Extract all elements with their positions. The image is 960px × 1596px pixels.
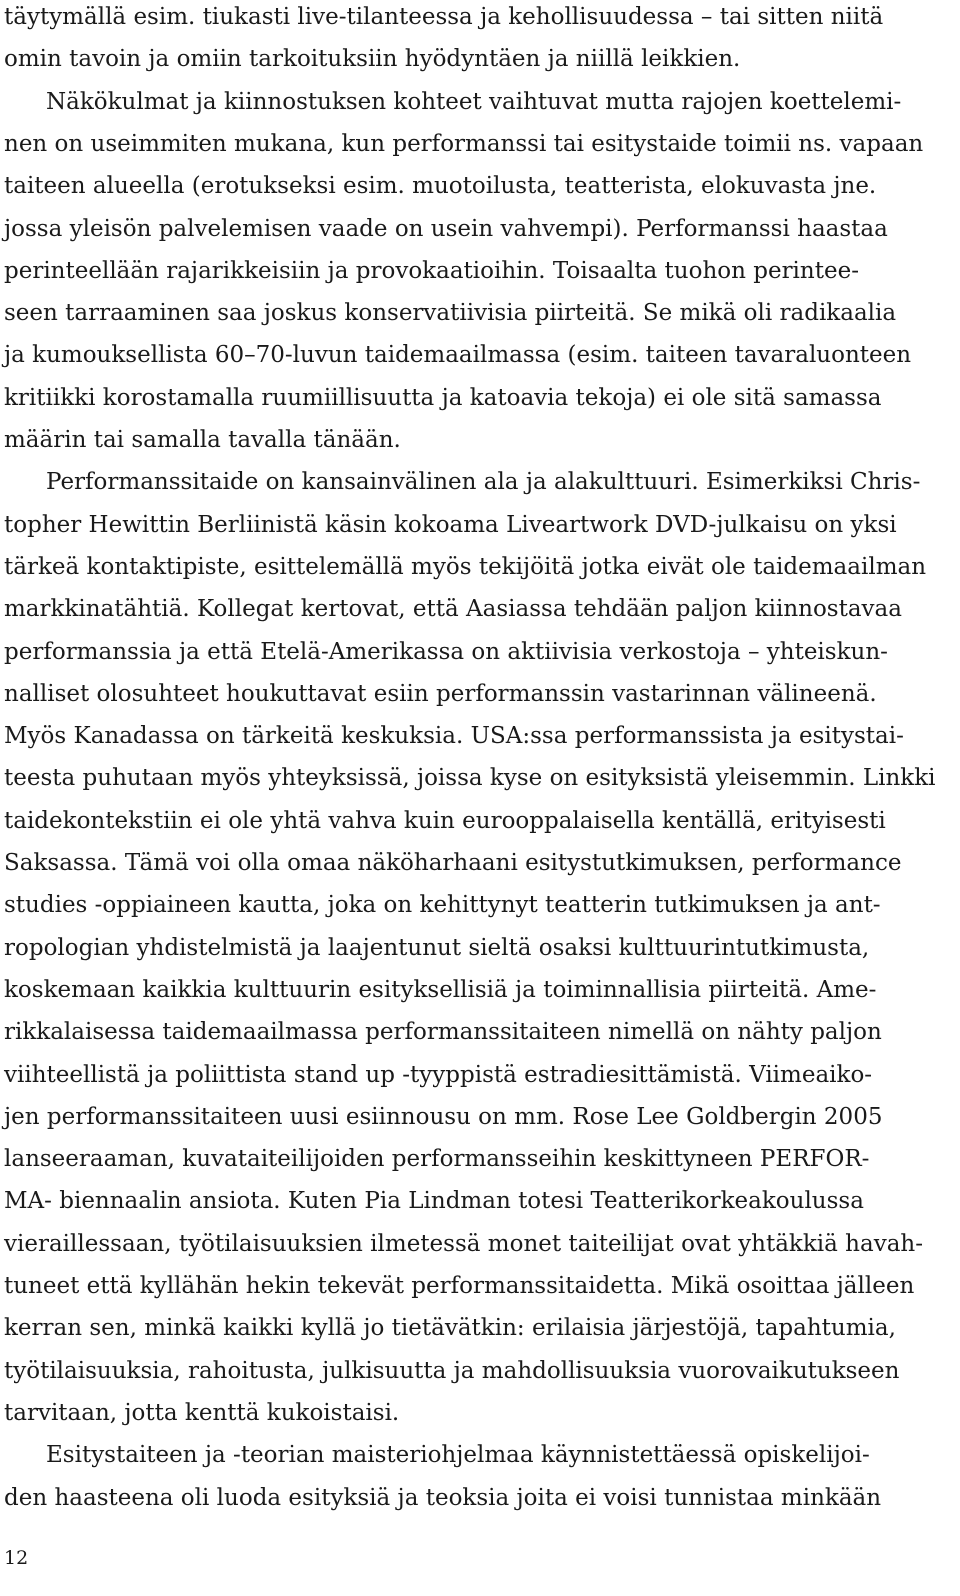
text-line: määrin tai samalla tavalla tänään. <box>4 427 401 453</box>
text-line: vieraillessaan, työtilaisuuksien ilmetessä monet taiteilijat ovat yhtäkkiä havah- <box>4 1230 924 1257</box>
text-line: Näkökulmat ja kiinnostuksen kohteet vaihtuvat mutta rajojen koettelemi- <box>46 88 902 115</box>
text-line: jen performanssitaiteen uusi esiinnousu on mm. Rose Lee Goldbergin 2005 <box>4 1103 883 1130</box>
text-line: lanseeraaman, kuvataiteilijoiden performansseihin keskittyneen PERFOR- <box>4 1146 870 1173</box>
text-line: tuneet että kyllähän hekin tekevät performanssitaidetta. Mikä osoittaa jälleen <box>4 1273 915 1299</box>
text-line: tarvitaan, jotta kenttä kukoistaisi. <box>4 1399 400 1426</box>
text-line: seen tarraaminen saa joskus konservatiivisia piirteitä. Se mikä oli radikaalia <box>4 300 897 327</box>
text-line: topher Hewittin Berliinistä käsin kokoama Liveartwork DVD-julkaisu on yksi <box>4 511 897 538</box>
text-line: perinteellään rajarikkeisiin ja provokaatioihin. Toisaalta tuohon perintee- <box>4 257 859 284</box>
text-line: ropologian yhdistelmistä ja laajentunut sieltä osaksi kulttuurintutkimusta, <box>4 934 870 961</box>
text-line: viihteellistä ja poliittista stand up -tyyppistä estradiesittämistä. Viimeaiko- <box>4 1061 873 1088</box>
text-line: Saksassa. Tämä voi olla omaa näköharhaani esitystutkimuksen, performance <box>4 850 902 876</box>
text-line: kerran sen, minkä kaikki kyllä jo tietävätkin: erilaisia järjestöjä, tapahtumia, <box>4 1315 896 1342</box>
text-line: teesta puhutaan myös yhteyksissä, joissa kyse on esityksistä yleisemmin. Linkki <box>4 765 936 792</box>
text-line: Performanssitaide on kansainvälinen ala ja alakulttuuri. Esimerkiksi Chris- <box>46 469 921 496</box>
text-line: nen on useimmiten mukana, kun performanssi tai esitystaide toimii ns. vapaan <box>4 130 924 157</box>
page-number: 12 <box>4 1547 29 1569</box>
text-line: taidekontekstiin ei ole yhtä vahva kuin eurooppalaisella kentällä, erityisesti <box>4 807 886 834</box>
text-line: Esitystaiteen ja -teorian maisteriohjelmaa käynnistettäessä opiskelijoi- <box>46 1442 870 1469</box>
text-line: ja kumouksellista 60–70-luvun taidemaailmassa (esim. taiteen tavaraluonteen <box>4 342 912 369</box>
text-line: tärkeä kontaktipiste, esittelemällä myös tekijöitä jotka eivät ole taidemaailman <box>4 553 927 580</box>
text-line: taiteen alueella (erotukseksi esim. muotoilusta, teatterista, elokuvasta jne. <box>4 173 877 200</box>
text-line: rikkalaisessa taidemaailmassa performanssitaiteen nimellä on nähty paljon <box>4 1019 882 1046</box>
text-line: koskemaan kaikkia kulttuurin esityksellisiä ja toiminnallisia piirteitä. Ame- <box>4 976 877 1003</box>
text-line: studies -oppiaineen kautta, joka on kehittynyt teatterin tutkimuksen ja ant- <box>4 892 881 919</box>
text-line: kritiikki korostamalla ruumiillisuutta ja katoavia tekoja) ei ole sitä samassa <box>4 384 882 411</box>
text-line: MA- biennaalin ansiota. Kuten Pia Lindman totesi Teatterikorkeakoulussa <box>4 1188 864 1215</box>
text-line: markkinatähtiä. Kollegat kertovat, että Aasiassa tehdään paljon kiinnostavaa <box>4 596 902 623</box>
text-line: Myös Kanadassa on tärkeitä keskuksia. USA:ssa performanssista ja esitystai- <box>4 723 904 750</box>
text-line: den haasteena oli luoda esityksiä ja teoksia joita ei voisi tunnistaa minkään <box>4 1484 882 1511</box>
text-line: nalliset olosuhteet houkuttavat esiin performanssin vastarinnan välineenä. <box>4 680 877 707</box>
text-line: omin tavoin ja omiin tarkoituksiin hyödyntäen ja niillä leikkien. <box>4 46 741 73</box>
text-line: työtilaisuuksia, rahoitusta, julkisuutta ja mahdollisuuksia vuorovaikutukseen <box>4 1357 900 1384</box>
text-line: täytymällä esim. tiukasti live-tilanteessa ja kehollisuudessa – tai sitten niitä <box>4 4 884 30</box>
text-line: performanssia ja että Etelä-Amerikassa on aktiivisia verkostoja – yhteiskun- <box>4 638 888 665</box>
text-line: jossa yleisön palvelemisen vaade on usein vahvempi). Performanssi haastaa <box>4 215 888 242</box>
